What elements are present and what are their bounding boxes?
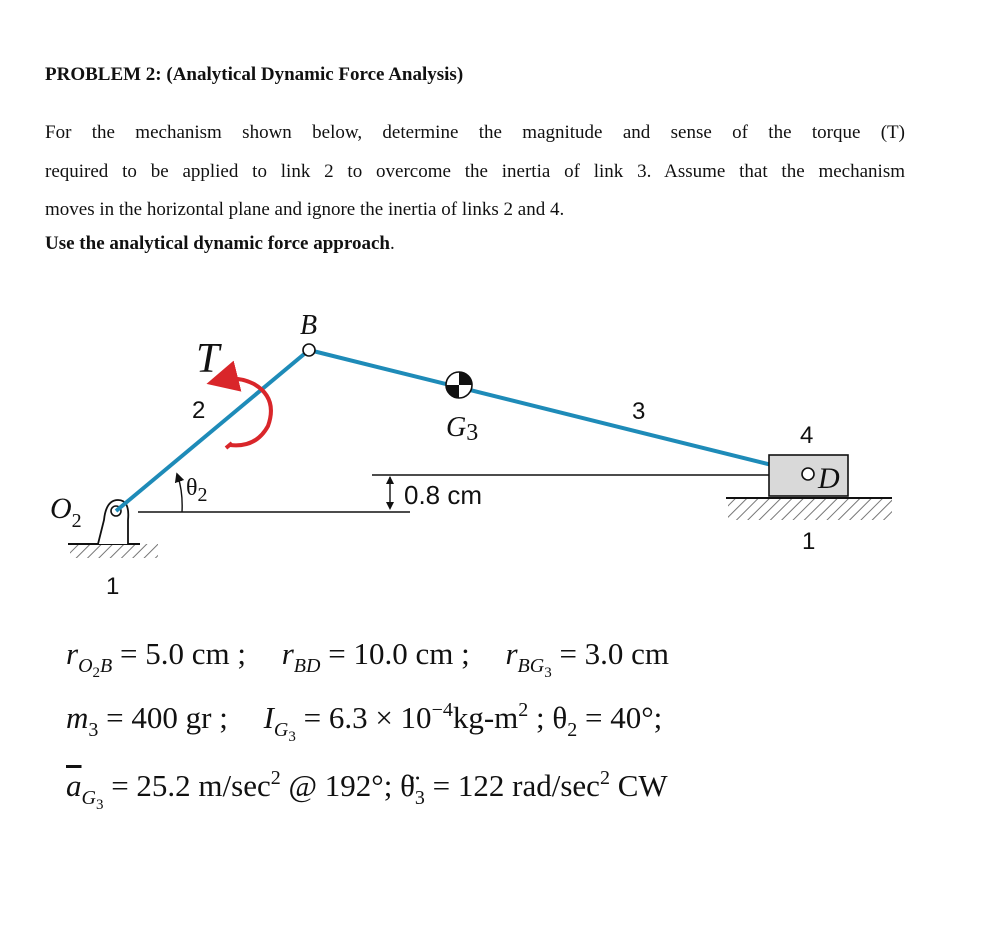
eq-r-bd-sub: BD bbox=[293, 655, 321, 677]
eq-ig3-end: ; bbox=[536, 700, 545, 735]
equation-line-3 bbox=[66, 767, 668, 813]
statement-line-2: required to be applied to link 2 to overcome the inertia of link 3. Assume that the mechanism bbox=[45, 160, 905, 182]
eq-theta2-value: = 40°; bbox=[585, 700, 663, 735]
eq-ig3-value: = 6.3 × 10 bbox=[303, 700, 432, 735]
ground-right bbox=[726, 498, 892, 520]
label-link-3: 3 bbox=[632, 398, 646, 425]
eq-ig3-sub: G bbox=[273, 719, 289, 741]
eq-theta3-value: = 122 rad/sec bbox=[432, 768, 600, 803]
mechanism-diagram bbox=[0, 290, 983, 610]
pin-d bbox=[802, 468, 814, 480]
torque-arrow-tail bbox=[226, 443, 232, 448]
link-3 bbox=[309, 350, 808, 474]
equation-line-1 bbox=[66, 636, 670, 681]
eq-r-bg3-sub: BG bbox=[517, 655, 545, 677]
label-ground-right: 1 bbox=[802, 528, 816, 555]
eq-ag3-sub: G bbox=[81, 787, 96, 809]
torque-arrow bbox=[222, 379, 271, 446]
statement-line-1: For the mechanism shown below, determine the magnitude and sense of the torque (T) bbox=[45, 122, 905, 143]
eq-r-o2b-value: = 5.0 cm ; bbox=[120, 636, 246, 671]
label-g3: G3 bbox=[446, 412, 479, 446]
eq-ag3-var: $\overline{a}$ bbox=[66, 768, 82, 803]
problem-title: PROBLEM 2: (Analytical Dynamic Force Analysis) bbox=[45, 64, 464, 85]
eq-r-bd-value: = 10.0 cm ; bbox=[328, 636, 470, 671]
pin-b bbox=[303, 344, 315, 356]
eq-ig3-exp: −4 bbox=[431, 699, 453, 721]
eq-theta2-sub: 2 bbox=[567, 719, 578, 741]
eq-m3-var: m bbox=[66, 700, 89, 735]
equation-line-2 bbox=[66, 699, 663, 745]
eq-ag3-subsub: 3 bbox=[95, 797, 104, 813]
problem-statement bbox=[45, 114, 905, 230]
eq-r-bg3-subsub: 3 bbox=[544, 665, 552, 681]
label-ground-left: 1 bbox=[106, 573, 120, 600]
eq-ig3-var: I bbox=[263, 700, 274, 735]
instruction bbox=[45, 233, 395, 255]
label-b: B bbox=[300, 310, 318, 341]
eq-ig3-unit: kg-m bbox=[452, 700, 519, 735]
instruction-bold: Use the analytical dynamic force approach bbox=[45, 233, 390, 254]
eq-theta3-exp: 2 bbox=[599, 767, 610, 789]
center-of-mass-g3-icon bbox=[446, 372, 472, 398]
label-theta: $\theta_2$ bbox=[186, 475, 208, 506]
label-link-2: 2 bbox=[192, 397, 206, 424]
eq-ag3-value: = 25.2 m/sec bbox=[111, 768, 271, 803]
instruction-end: . bbox=[389, 233, 395, 254]
label-d: D bbox=[818, 462, 840, 495]
eq-r-o2b-subsub: 2 bbox=[92, 665, 101, 681]
eq-r-o2b-var: r bbox=[66, 636, 79, 671]
eq-theta3-end: CW bbox=[617, 768, 668, 803]
eq-theta3-var: θ̈ bbox=[400, 768, 415, 803]
label-link-4: 4 bbox=[800, 422, 814, 449]
eq-r-bg3-value: = 3.0 cm bbox=[559, 636, 670, 671]
eq-theta2-var: θ bbox=[552, 700, 568, 735]
ground-left bbox=[68, 544, 158, 558]
offset-dimension-arrow bbox=[386, 476, 394, 510]
eq-r-o2b-sub2: B bbox=[100, 655, 113, 677]
label-offset: 0.8 cm bbox=[404, 480, 483, 510]
label-t: T bbox=[196, 336, 220, 382]
theta-arc bbox=[178, 477, 182, 512]
eq-m3-value: = 400 gr ; bbox=[106, 700, 228, 735]
statement-line-3: moves in the horizontal plane and ignore the inertia of links 2 and 4. bbox=[45, 199, 565, 220]
eq-r-o2b-sub: O bbox=[78, 655, 93, 677]
eq-r-bd-var: r bbox=[281, 636, 294, 671]
eq-ig3-subsub: 3 bbox=[288, 729, 296, 745]
eq-theta3-sub: 3 bbox=[414, 787, 425, 809]
eq-m3-sub: 3 bbox=[88, 719, 99, 741]
eq-ag3-direction: @ 192°; bbox=[288, 768, 393, 803]
label-o2: $O_2$ bbox=[50, 492, 82, 532]
eq-ig3-unit-exp: 2 bbox=[518, 699, 529, 721]
eq-r-bg3-var: r bbox=[505, 636, 518, 671]
eq-ag3-exp: 2 bbox=[270, 767, 281, 789]
